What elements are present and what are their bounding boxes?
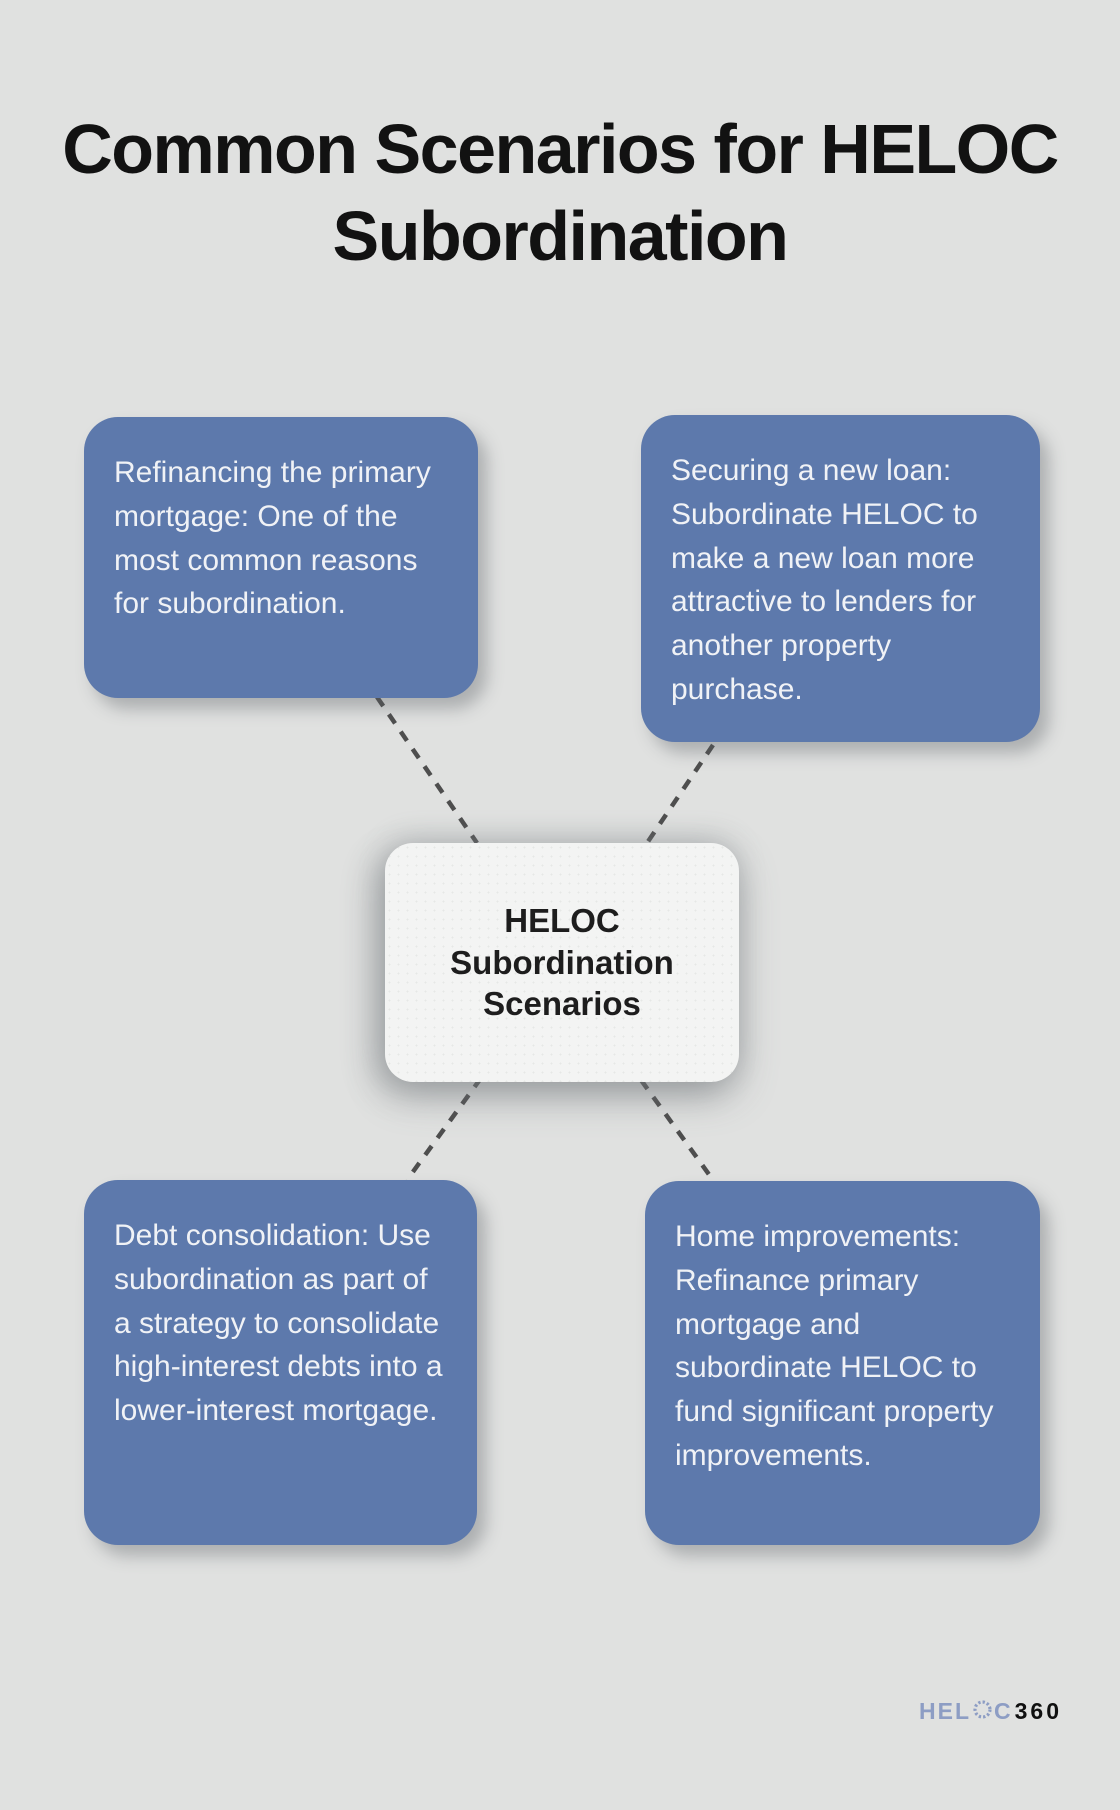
heloc360-logo — [919, 1697, 1062, 1725]
scenario-card-securing-new-loan — [641, 415, 1040, 742]
scenario-card-text: Home improvements: Refinance primary mortgage and subordinate HELOC to fund significant property improvements. — [675, 1220, 994, 1472]
scenario-card-text: Debt consolidation: Use subordination as part of a strategy to consolidate high-interest debts into a lower-interest mortgage. — [114, 1219, 443, 1428]
connector-bottom-left — [407, 1078, 481, 1180]
center-node — [385, 843, 739, 1082]
logo-text-c: C — [994, 1697, 1013, 1724]
center-node-label: HELOC Subordination Scenarios — [450, 901, 674, 1023]
scenario-card-text: Refinancing the primary mortgage: One of the most common reasons for subordination. — [114, 456, 431, 621]
connector-bottom-right — [641, 1080, 713, 1180]
scenario-card-debt-consolidation — [84, 1180, 477, 1545]
logo-text-hel: HEL — [919, 1697, 971, 1724]
logo-text-360: 360 — [1014, 1697, 1062, 1724]
connector-top-left — [377, 697, 477, 843]
scenario-card-home-improvements — [645, 1181, 1040, 1545]
swirl-o-icon — [972, 1699, 993, 1725]
connector-top-right — [647, 745, 713, 843]
infographic-title: Common Scenarios for HELOC Subordination — [62, 110, 1058, 275]
scenario-card-text: Securing a new loan: Subordinate HELOC to make a new loan more attractive to lenders for another property purchase. — [671, 454, 978, 706]
scenario-card-refinancing-primary-mortgage — [84, 417, 478, 698]
